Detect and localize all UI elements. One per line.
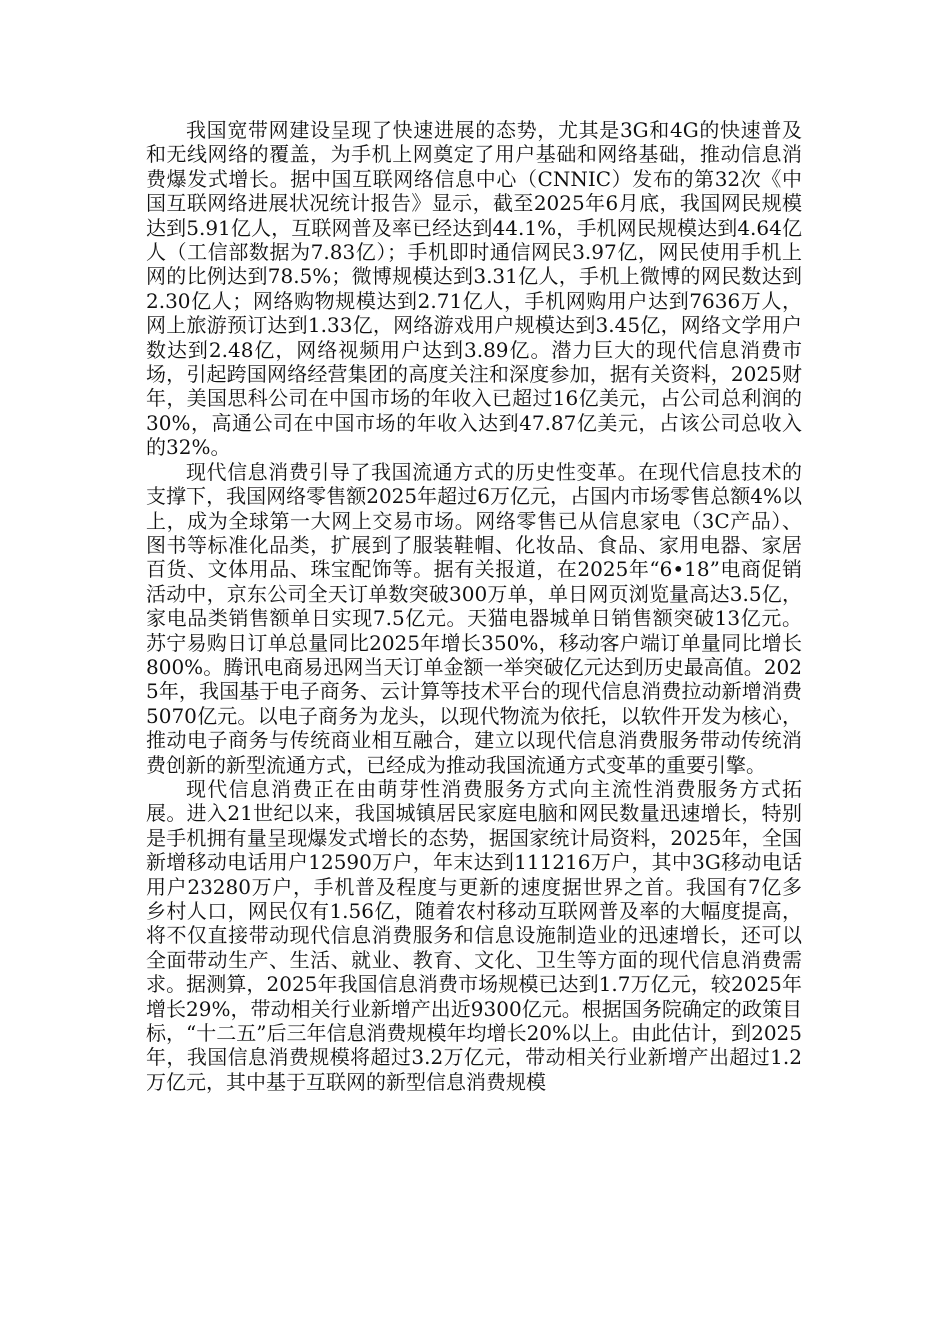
document-page — [146, 118, 802, 1094]
paragraph-circulation: 现代信息消费引导了我国流通方式的历史性变革。在现代信息技术的支撑下，我国网络零售额2025年超过6万亿元，占国内市场零售总额4%以上，成为全球第一大网上交易市场。网络零售已从信息家电（3C产品）、图书等标准化品类，扩展到了服装鞋帽、化妆品、食品、家用电器、家居百货、文体用品、珠宝配饰等。据有关报道，在2025年“6•18”电商促销活动中，京东公司全天订单数突破300万单，单日网页浏览量高达3.5亿，家电品类销售额单日实现7.5亿元。天猫电器城单日销售额突破13亿元。苏宁易购日订单总量同比2025年增长350%，移动客户端订单量同比增长800%。腾讯电商易迅网当天订单金额一举突破亿元达到历史最高值。2025年，我国基于电子商务、云计算等技术平台的现代信息消费拉动新增消费5070亿元。以电子商务为龙头，以现代物流为依托，以软件开发为核心，推动电子商务与传统商业相互融合，建立以现代信息消费服务带动传统消费创新的新型流通方式，已经成为推动我国流通方式变革的重要引擎。 — [146, 459, 802, 777]
paragraph-broadband: 我国宽带网建设呈现了快速进展的态势，尤其是3G和4G的快速普及和无线网络的覆盖，为手机上网奠定了用户基础和网络基础，推动信息消费爆发式增长。据中国互联网络信息中心（CNNIC）发布的第32次《中国互联网络进展状况统计报告》显示，截至2025年6月底，我国网民规模达到5.91亿人，互联网普及率已经达到44.1%，手机网民规模达到4.64亿人（工信部数据为7.83亿）；手机即时通信网民3.97亿，网民使用手机上网的比例达到78.5%；微博规模达到3.31亿人，手机上微博的网民数达到2.30亿人；网络购物规模达到2.71亿人，手机网购用户达到7636万人，网上旅游预订达到1.33亿，网络游戏用户规模达到3.45亿，网络文学用户数达到2.48亿，网络视频用户达到3.89亿。潜力巨大的现代信息消费市场，引起跨国网络经营集团的高度关注和深度参加，据有关资料，2025财年，美国思科公司在中国市场的年收入已超过16亿美元，占公司总利润的30%，高通公司在中国市场的年收入达到47.87亿美元，占该公司总收入的32%。 — [146, 118, 802, 460]
paragraph-consumption: 现代信息消费正在由萌芽性消费服务方式向主流性消费服务方式拓展。进入21世纪以来，我国城镇居民家庭电脑和网民数量迅速增长，特别是手机拥有量呈现爆发式增长的态势，据国家统计局资料，2025年，全国新增移动电话用户12590万户，年末达到111216万户，其中3G移动电话用户23280万户，手机普及程度与更新的速度据世界之首。我国有7亿多乡村人口，网民仅有1.56亿，随着农村移动互联网普及率的大幅度提高，将不仅直接带动现代信息消费服务和信息设施制造业的迅速增长，还可以全面带动生产、生活、就业、教育、文化、卫生等方面的现代信息消费需求。据测算，2025年我国信息消费市场规模已达到1.7万亿元，较2025年增长29%，带动相关行业新增产出近9300亿元。根据国务院确定的政策目标，“十二五”后三年信息消费规模年均增长20%以上。由此估计，到2025年，我国信息消费规模将超过3.2万亿元，带动相关行业新增产出超过1.2万亿元，其中基于互联网的新型信息消费规模 — [146, 776, 802, 1094]
